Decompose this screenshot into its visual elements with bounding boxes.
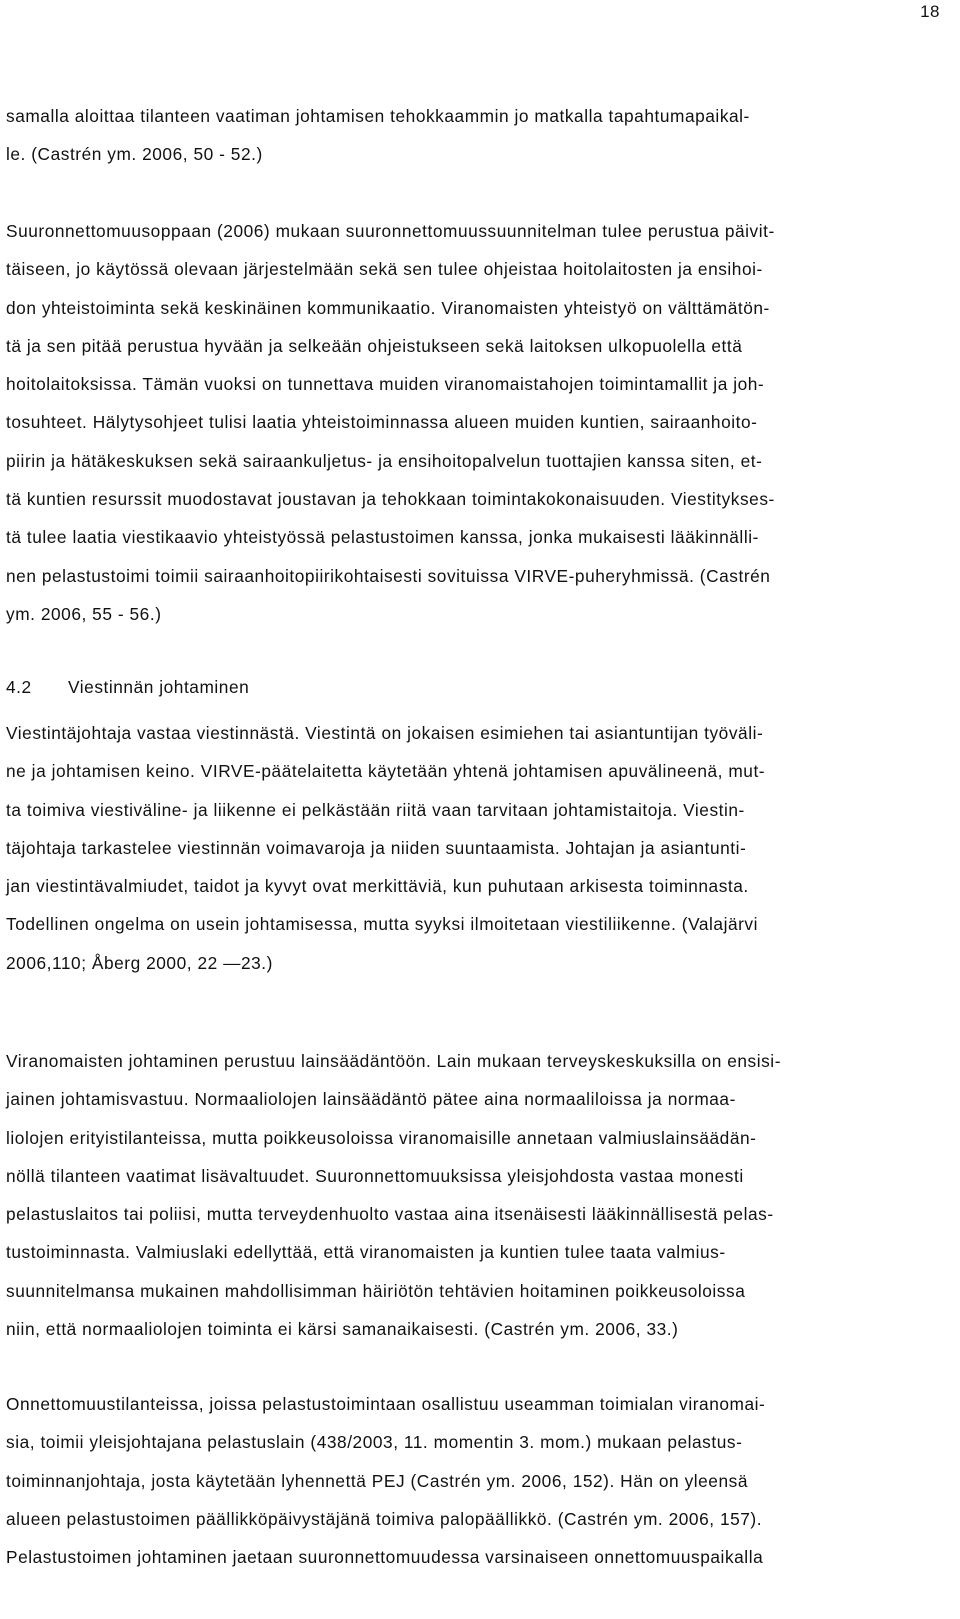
text-line: piirin ja hätäkeskuksen sekä sairaankuljetus- ja ensihoitopalvelun tuottajien kanssa siten, et- [6,450,763,471]
text-line: tä tulee laatia viestikaavio yhteistyössä pelastustoimen kanssa, jonka mukaisesti lääkinnälli- [6,527,759,548]
text-line: täiseen, jo käytössä olevaan järjestelmään sekä sen tulee ohjeistaa hoitolaitosten ja ensihoi- [6,259,763,280]
text-line: suunnitelmansa mukainen mahdollisimman häiriötön tehtävien hoitaminen poikkeusoloissa [6,1280,746,1301]
text-line: tustoiminnasta. Valmiuslaki edellyttää, että viranomaisten ja kuntien tulee taata valmius- [6,1242,726,1263]
paragraph-4 [6,1042,936,1348]
text-line: jan viestintävalmiudet, taidot ja kyvyt ovat merkittäviä, kun puhutaan arkisesta toiminnasta. [6,876,749,897]
text-line: nöllä tilanteen vaatimat lisävaltuudet. Suuronnettomuuksissa yleisjohdosta vastaa monesti [6,1165,744,1186]
text-line: nen pelastustoimi toimii sairaanhoitopiirikohtaisesti sovituissa VIRVE-puheryhmissä. (Castrén [6,565,771,586]
section-heading [6,668,249,706]
paragraph-1 [6,97,936,174]
text-line: sia, toimii yleisjohtajana pelastuslain (438/2003, 11. momentin 3. mom.) mukaan pelastus- [6,1432,743,1453]
paragraph-5 [6,1385,936,1576]
text-line: Onnettomuustilanteissa, joissa pelastustoimintaan osallistuu useamman toimialan viranomai- [6,1394,766,1414]
text-line: samalla aloittaa tilanteen vaatiman johtamisen tehokkaammin jo matkalla tapahtumapaikal- [6,106,750,126]
section-number: 4.2 [6,677,32,697]
text-line: pelastuslaitos tai poliisi, mutta terveydenhuolto vastaa aina itsenäisesti lääkinnällisestä pelas- [6,1204,774,1225]
paragraph-3 [6,714,936,982]
text-line: Pelastustoimen johtaminen jaetaan suuronnettomuudessa varsinaiseen onnettomuuspaikalla [6,1547,764,1568]
text-line: Todellinen ongelma on usein johtamisessa, mutta syyksi ilmoitetaan viestiliikenne. (Valajärvi [6,914,759,935]
text-line: ta toimiva viestiväline- ja liikenne ei pelkästään riitä vaan tarvitaan johtamistaitoja. Viestin- [6,799,745,820]
text-line: don yhteistoiminta sekä keskinäinen kommunikaatio. Viranomaisten yhteistyö on välttämätön- [6,297,770,318]
text-line: Suuronnettomuusoppaan (2006) mukaan suuronnettomuussuunnitelman tulee perustua päivit- [6,221,775,241]
text-line: tosuhteet. Hälytysohjeet tulisi laatia yhteistoiminnassa alueen muiden kuntien, sairaanhoito- [6,412,758,433]
text-line: liolojen erityistilanteissa, mutta poikkeusoloissa viranomaisille annetaan valmiuslainsäädän- [6,1127,757,1148]
text-line: 2006,110; Åberg 2000, 22 —23.) [6,952,273,973]
text-line: täjohtaja tarkastelee viestinnän voimavaroja ja niiden suuntaamista. Johtajan ja asiantunti- [6,837,747,858]
text-line: Viestintäjohtaja vastaa viestinnästä. Viestintä on jokaisen esimiehen tai asiantuntijan työväli- [6,723,764,743]
page-number: 18 [920,2,940,21]
text-line: ne ja johtamisen keino. VIRVE-päätelaitetta käytetään yhtenä johtamisen apuvälineenä, mut- [6,761,766,782]
text-line: jainen johtamisvastuu. Normaaliolojen lainsäädäntö pätee aina normaaliloissa ja normaa- [6,1089,736,1110]
text-line: toiminnanjohtaja, josta käytetään lyhennettä PEJ (Castrén ym. 2006, 152). Hän on yleensä [6,1470,748,1491]
text-line: le. (Castrén ym. 2006, 50 - 52.) [6,144,263,165]
text-line: Viranomaisten johtaminen perustuu lainsäädäntöön. Lain mukaan terveyskeskuksilla on ensisi- [6,1051,782,1071]
text-line: ym. 2006, 55 - 56.) [6,603,162,624]
text-line: niin, että normaaliolojen toiminta ei kärsi samanaikaisesti. (Castrén ym. 2006, 33.) [6,1319,679,1340]
paragraph-2 [6,212,936,633]
text-line: tä ja sen pitää perustua hyvään ja selkeään ohjeistukseen sekä laitoksen ulkopuolella että [6,335,743,356]
text-line: alueen pelastustoimen päällikköpäivystäjänä toimiva palopäällikkö. (Castrén ym. 2006, 157). [6,1508,763,1529]
section-title: Viestinnän johtaminen [68,677,250,697]
text-line: hoitolaitoksissa. Tämän vuoksi on tunnettava muiden viranomaistahojen toimintamallit ja joh- [6,374,765,395]
text-line: tä kuntien resurssit muodostavat joustavan ja tehokkaan toimintakokonaisuuden. Viestitykses- [6,489,775,510]
